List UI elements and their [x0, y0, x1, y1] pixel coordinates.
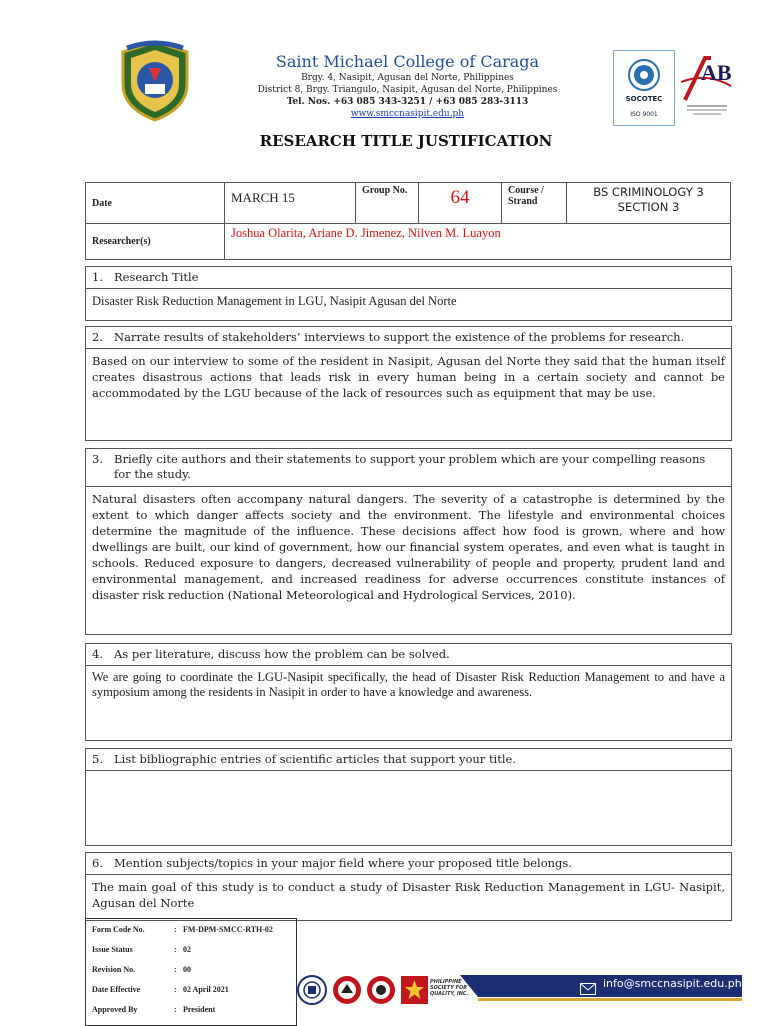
form-info-box: Form Code No. : FM-DPM-SMCC-RTH-02 Issue Status : 02 Revision No. : 00 Date Effective : 02 April 2021 Approved By : President [85, 918, 297, 1026]
section-5-bibliographic-entries [85, 748, 732, 846]
footer-seal-logo-2 [332, 975, 362, 1005]
researchers-value: Joshua Olarita, Ariane D. Jimenez, Nilven M. Luayon [225, 224, 731, 260]
section-question: 3. Briefly cite authors and their statements to support your problem which are your compelling reasons for the study. [86, 449, 731, 487]
college-website-link[interactable]: www.smccnasipit.edu.ph [350, 109, 465, 119]
section-2-stakeholder-interviews [85, 326, 732, 441]
address-line-2: District 8, Brgy. Triangulo, Nasipit, Agusan del Norte, Philippines [257, 85, 558, 95]
section-answer: We are going to coordinate the LGU-Nasipit specifically, the head of Disaster Risk Reduction Management to and have a symposium among the residents in Nasipit in order to have a knowledge and awareness. [92, 670, 725, 699]
section-question: 2. Narrate results of stakeholders’ interviews to support the existence of the problems for research. [86, 327, 731, 349]
section-6-major-field-topics [85, 852, 732, 921]
footer-gold-line [478, 998, 742, 1001]
info-table [85, 182, 731, 260]
ab-text: AB [701, 60, 732, 85]
section-answer: Natural disasters often accompany natural dangers. The severity of a catastrophe is determined by the extent to which danger affects society and the environment. The lifestyle and environmental choices determine the magnitude of the influence. These decisions affect how food is grown, where and how dwellings are built, our kind of government, how our financial system operates, and even what is taught in schools. Reduced exposure to dangers, decreased vulnerability of people and property, prudent land and environmental management, and increased readiness for adverse occurrences constitute instances of disaster risk reduction (National Meteorological and Hydrological Services, 2010). [92, 492, 725, 602]
section-question: 4. As per literature, discuss how the problem can be solved. [86, 644, 731, 666]
socotec-text: SOCOTEC [625, 95, 663, 103]
college-seal-logo [113, 38, 197, 122]
iso-text: ISO 9001 [630, 111, 658, 118]
document-title: RESEARCH TITLE JUSTIFICATION [259, 132, 553, 150]
section-answer: Based on our interview to some of the resident in Nasipit, Agusan del Norte they said that the human itself creates disastrous actions that leads risk in every human being in a certain society and cannot be accommodated by the LGU because of the lack of resources such as equipment that may be use. [92, 354, 725, 400]
section-3-authors-statements [85, 448, 732, 635]
course-strand-value: BS CRIMINOLOGY 3 SECTION 3 [567, 183, 731, 224]
section-question: 1. Research Title [86, 267, 731, 289]
group-no-value: 64 [419, 183, 502, 224]
psq-logo [401, 976, 428, 1004]
researchers-label: Researcher(s) [86, 224, 225, 260]
section-answer [86, 771, 731, 779]
phone-numbers: Tel. Nos. +63 085 343-3251 / +63 085 283-3113 [286, 97, 529, 107]
socotec-iso-certification-logo [613, 50, 675, 126]
date-label: Date [86, 183, 225, 224]
group-no-label: Group No. [356, 183, 419, 224]
section-4-problem-solution [85, 643, 732, 741]
section-answer: The main goal of this study is to conduct a study of Disaster Risk Reduction Management in LGU- Nasipit, Agusan del Norte [92, 880, 725, 910]
footer-seal-logo-3 [366, 975, 396, 1005]
college-name: Saint Michael College of Caraga [275, 52, 540, 71]
section-question: 5. List bibliographic entries of scientific articles that support your title. [86, 749, 731, 771]
date-value: MARCH 15 [225, 183, 356, 224]
envelope-icon [580, 980, 596, 992]
course-strand-label: Course / Strand [502, 183, 567, 224]
footer-seal-logo-1 [297, 975, 327, 1005]
psq-text: PHILIPPINE SOCIETY FOR QUALITY, INC. [430, 979, 469, 997]
section-question: 6. Mention subjects/topics in your major field where your proposed title belongs. [86, 853, 731, 875]
address-line-1: Brgy. 4, Nasipit, Agusan del Norte, Philippines [301, 73, 514, 83]
contact-email-link[interactable]: info@smccnasipit.edu.ph [603, 977, 742, 990]
section-answer: Disaster Risk Reduction Management in LGU, Nasipit Agusan del Norte [92, 294, 457, 308]
accreditation-ab-logo [679, 52, 735, 122]
section-1-research-title [85, 266, 732, 321]
